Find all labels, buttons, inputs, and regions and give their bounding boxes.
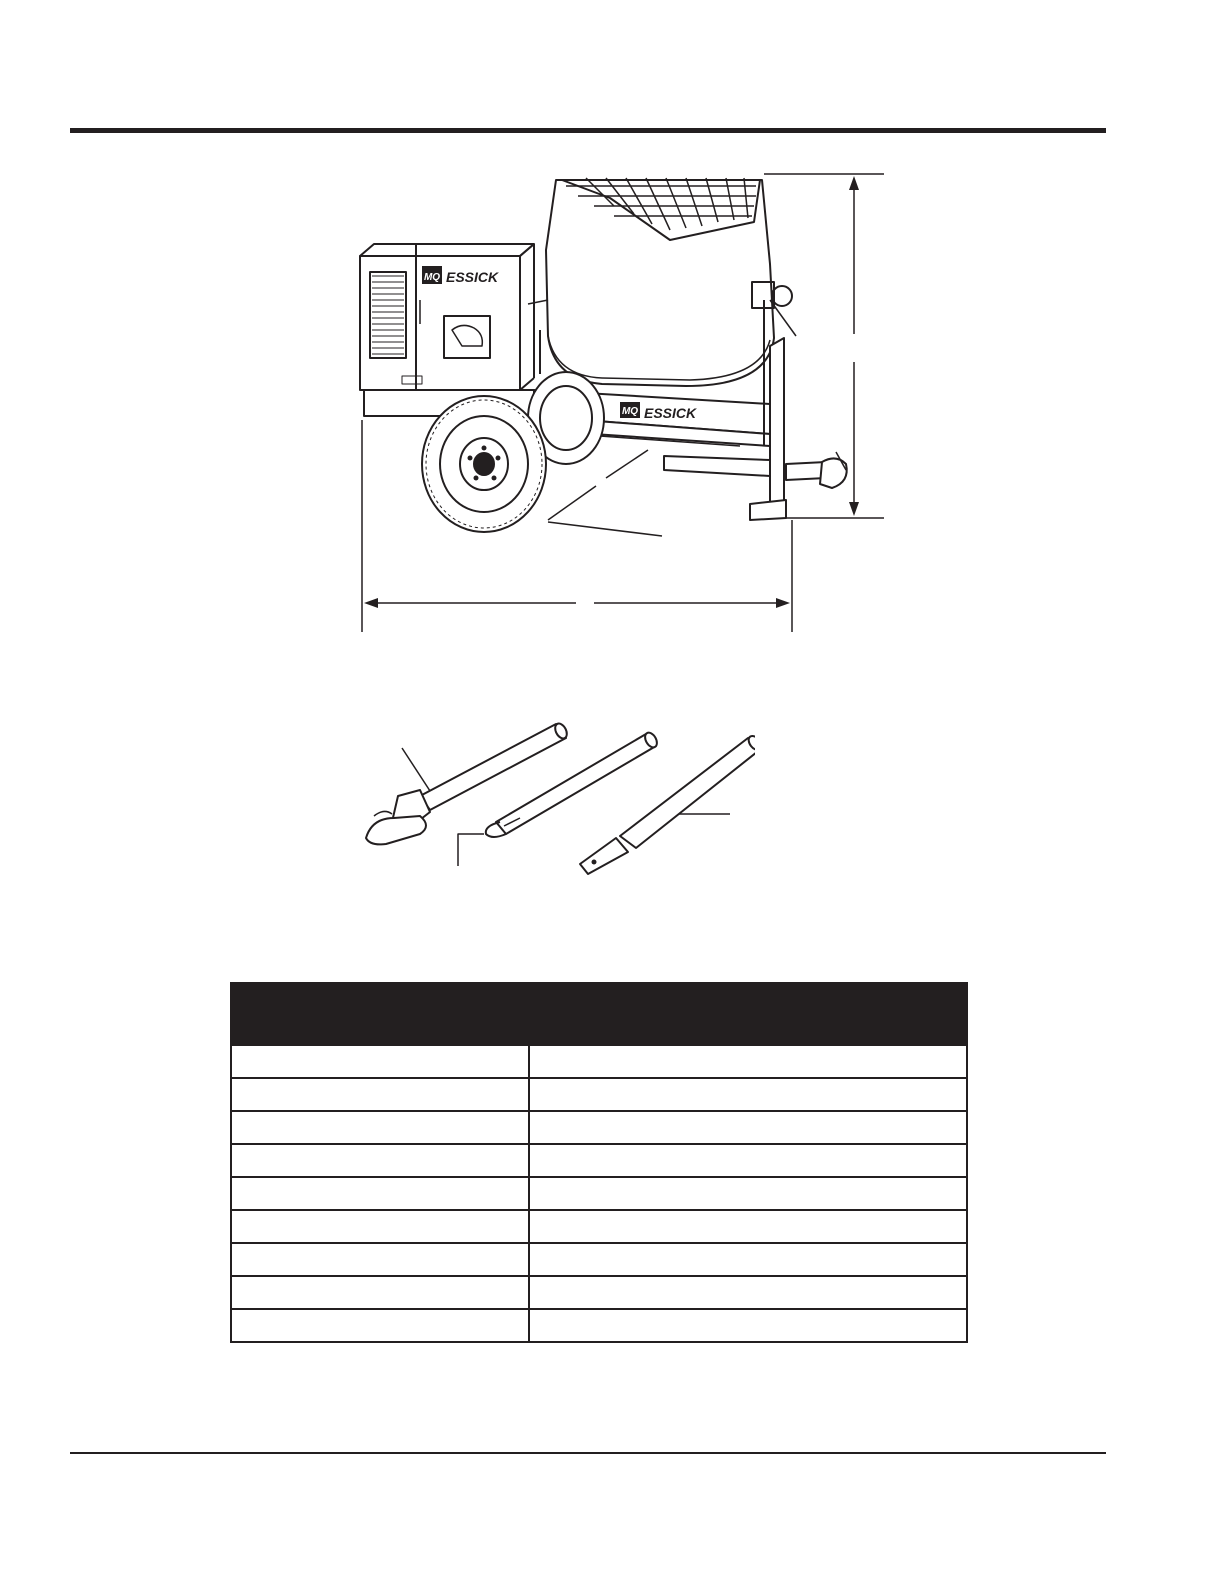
table-cell (529, 1045, 967, 1078)
table-row (231, 1243, 967, 1276)
table-row (231, 1309, 967, 1342)
table-row (231, 1078, 967, 1111)
table-cell (231, 1144, 529, 1177)
header-rule (70, 128, 1106, 133)
table-cell (529, 1309, 967, 1342)
table-cell (231, 1111, 529, 1144)
table-header-cell (231, 983, 529, 1045)
svg-text:MQ: MQ (621, 406, 639, 417)
table-row (231, 1045, 967, 1078)
table-cell (231, 1045, 529, 1078)
table-cell (231, 1276, 529, 1309)
table-cell (529, 1111, 967, 1144)
table-cell (529, 1210, 967, 1243)
essick-brand-upper: ESSICK (446, 269, 499, 285)
footer-rule (70, 1452, 1106, 1454)
table-cell (529, 1276, 967, 1309)
tow-bar-components-illustration (355, 720, 755, 880)
table-cell (529, 1078, 967, 1111)
table-row (231, 1111, 967, 1144)
table-cell (231, 1243, 529, 1276)
table-cell (231, 1078, 529, 1111)
table-header-cell (529, 983, 967, 1045)
table-cell (231, 1210, 529, 1243)
table-row (231, 1144, 967, 1177)
mq-logo-upper (422, 266, 442, 284)
table-cell (231, 1309, 529, 1342)
table-cell (231, 1177, 529, 1210)
mortar-mixer-illustration (340, 160, 900, 640)
table-header-row (231, 983, 967, 1045)
table-cell (529, 1177, 967, 1210)
specifications-table (230, 982, 968, 1343)
svg-text:MQ: MQ (423, 272, 441, 283)
table-row (231, 1210, 967, 1243)
table-row (231, 1276, 967, 1309)
table-cell (529, 1144, 967, 1177)
table-row (231, 1177, 967, 1210)
mq-logo-lower (620, 402, 640, 418)
essick-brand-lower: ESSICK (644, 405, 697, 421)
table-cell (529, 1243, 967, 1276)
